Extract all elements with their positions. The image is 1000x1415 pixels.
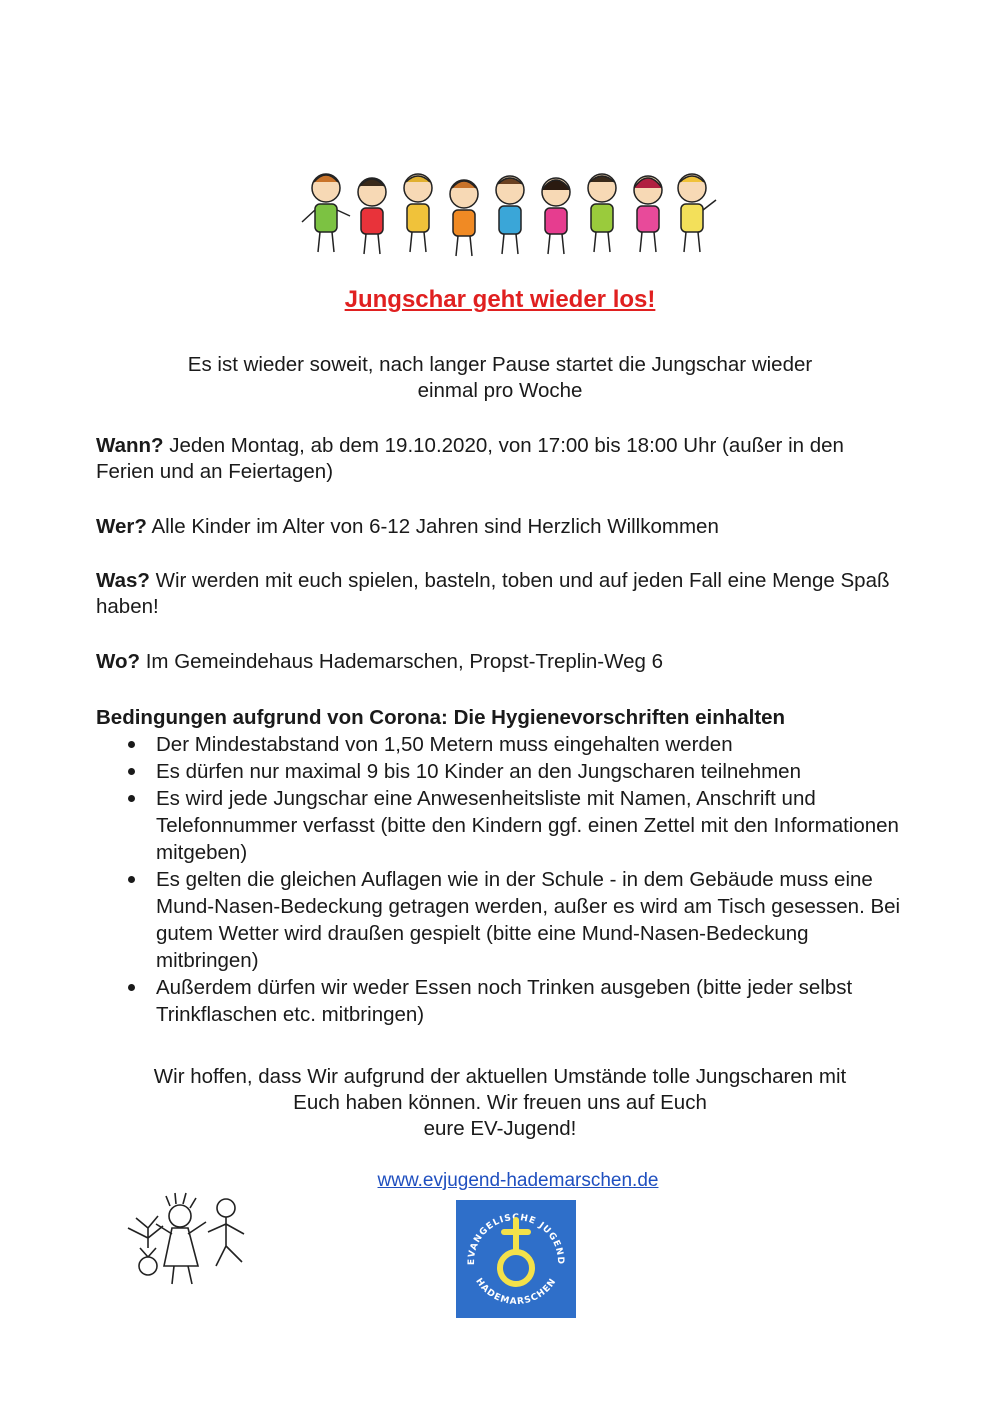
where-label: Wo? [96, 650, 141, 673]
website-link[interactable]: www.evjugend-hademarschen.de [377, 1170, 659, 1191]
intro-line-1: Es ist wieder soweit, nach langer Pause startet die Jungschar wieder [187, 353, 813, 376]
closing-line-2: Euch haben können. Wir freuen uns auf Euch [293, 1091, 707, 1114]
list-item: Es gelten die gleichen Auflagen wie in der Schule - in dem Gebäude muss eine Mund-Nasen-Bedeckung getragen werden, außer es wird am Tisch gesessen. Bei gutem Wetter wird draußen gespielt (bitte eine Mund-Nasen-Bedeckung mitbringen) [126, 866, 916, 974]
what-section [96, 568, 906, 620]
conditions-list [126, 731, 916, 1028]
who-section [96, 514, 906, 540]
when-section [96, 433, 906, 485]
list-item: Es dürfen nur maximal 9 bis 10 Kinder an den Jungscharen teilnehmen [126, 758, 916, 785]
where-text: Im Gemeindehaus Hademarschen, Propst-Treplin-Weg 6 [140, 650, 664, 673]
children-banner-illustration [290, 160, 720, 270]
svg-text:EVANGELISCHE JUGEND: EVANGELISCHE JUGEND [466, 1212, 566, 1266]
who-label: Wer? [96, 515, 147, 538]
where-section [96, 649, 906, 675]
when-text: Jeden Montag, ab dem 19.10.2020, von 17:00 bis 18:00 Uhr (außer in den Ferien und an Feiertagen) [96, 434, 844, 483]
page-title: Jungschar geht wieder los! [344, 286, 656, 313]
what-text: Wir werden mit euch spielen, basteln, toben und auf jeden Fall eine Menge Spaß haben! [96, 569, 890, 618]
closing-line-1: Wir hoffen, dass Wir aufgrund der aktuellen Umstände tolle Jungscharen mit [153, 1065, 847, 1088]
intro-paragraph [100, 352, 900, 404]
list-item: Der Mindestabstand von 1,50 Metern muss eingehalten werden [126, 731, 916, 758]
closing-line-3: eure EV-Jugend! [423, 1117, 577, 1140]
what-label: Was? [96, 569, 150, 592]
ev-jugend-logo [456, 1200, 576, 1318]
kid-figures [302, 174, 716, 256]
list-item: Außerdem dürfen wir weder Essen noch Trinken ausgeben (bitte jeder selbst Trinkflaschen etc. mitbringen) [126, 974, 916, 1028]
closing-paragraph [60, 1064, 940, 1142]
stick-figure-kids-illustration [108, 1188, 258, 1288]
who-text: Alle Kinder im Alter von 6-12 Jahren sind Herzlich Willkommen [146, 515, 719, 538]
svg-text:HADEMARSCHEN: HADEMARSCHEN [473, 1276, 559, 1308]
list-item: Es wird jede Jungschar eine Anwesenheitsliste mit Namen, Anschrift und Telefonnummer verfasst (bitte den Kindern ggf. einen Zettel mit den Informationen mitgeben) [126, 785, 916, 866]
when-label: Wann? [96, 434, 164, 457]
intro-line-2: einmal pro Woche [417, 379, 583, 402]
conditions-heading: Bedingungen aufgrund von Corona: Die Hygienevorschriften einhalten [96, 706, 786, 729]
